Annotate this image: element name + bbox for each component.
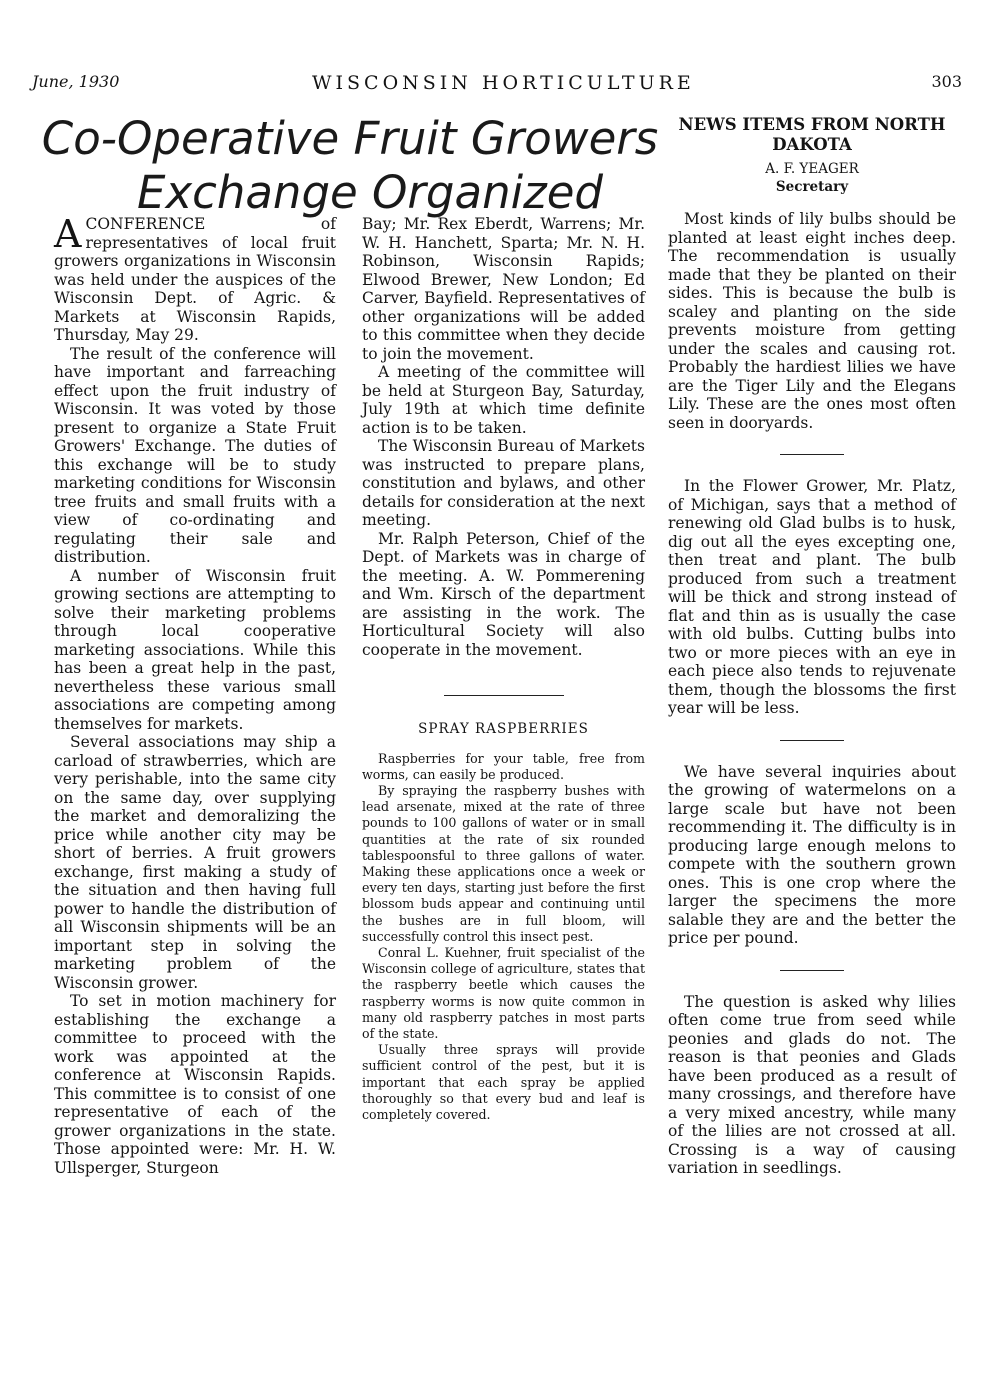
article-title-line-2: Exchange Organized — [137, 166, 603, 219]
article-paragraph: Several associations may ship a carload of strawberries, which are very perishable, into the same city on the same day, over supplying the market and demoralizing the price while another city may be short of berries. A fruit growers exchange, first making a study of the situation and then having full power to handle the distribution of all Wisconsin shipments will be an important step in solving the marketing problem of the Wisconsin grower. — [54, 733, 336, 992]
news-author: A. F. YEAGER — [765, 161, 859, 177]
article-column-1 — [54, 212, 336, 1177]
article-paragraph: Bay; Mr. Rex Eberdt, Warrens; Mr. W. H. Hanchett, Sparta; Mr. N. H. Robinson, Wisconsin Rapids; Elwood Brewer, New London; Ed Carver, Bayfield. Representatives of other organizations will be added to this committee when they decide to join the movement. — [362, 215, 645, 363]
drop-cap: A — [54, 212, 82, 256]
news-column — [668, 210, 956, 1178]
article-title-line-1: Co-Operative Fruit Growers — [41, 112, 659, 165]
article-paragraph-text: CONFERENCE of representatives of local fruit growers organizations in Wisconsin was held under the auspices of the Wisconsin Dept. of Agric. & Markets at Wisconsin Rapids, Thursday, May 29. — [54, 215, 336, 344]
spray-paragraph: Conral L. Kuehner, fruit specialist of the Wisconsin college of agriculture, states that the raspberry beetle which causes the raspberry worms is now quite common in many old raspberry patches in most parts of the state. — [362, 944, 645, 1041]
article-title — [40, 112, 660, 220]
article-paragraph: The result of the conference will have important and farreaching effect upon the fruit industry of Wisconsin. It was voted by those present to organize a State Fruit Growers' Exchange. The duties of this exchange will be to study marketing conditions for Wisconsin tree fruits and small fruits with a view of co-ordinating and regulating their sale and distribution. — [54, 344, 336, 566]
article-column-2 — [362, 215, 645, 1123]
spray-paragraph: Raspberries for your table, free from worms, can easily be produced. — [362, 750, 645, 782]
section-divider — [780, 740, 844, 741]
article-paragraph: The Wisconsin Bureau of Markets was instructed to prepare plans, constitution and bylaws, and other details for consideration at the next meeting. — [362, 437, 645, 529]
spray-section-title: SPRAY RASPBERRIES — [418, 721, 589, 737]
spray-section-body — [362, 751, 645, 1124]
news-item: The question is asked why lilies often come true from seed while peonies and glads do not. The reason is that peonies and Glads have been produced as a result of many crossings, and therefore have a very mixed ancestry, while many of the lilies are not crossed at all. Crossing is a way of causing variation in seedlings. — [668, 992, 956, 1177]
news-section-title: NEWS ITEMS FROM NORTH DAKOTA — [678, 115, 946, 154]
article-paragraph: A meeting of the committee will be held at Sturgeon Bay, Saturday, July 19th at which time definite action is to be taken. — [362, 363, 645, 437]
news-author-role: Secretary — [775, 179, 849, 195]
spray-paragraph: Usually three sprays will provide sufficient control of the pest, but it is important that each spray be applied thoroughly so that every bud and leaf is completely covered. — [362, 1042, 645, 1122]
spray-paragraph: By spraying the raspberry bushes with lead arsenate, mixed at the rate of three pounds to 100 gallons of water or in small quantities at the rate of six rounded tablespoonsful to three gallons of water. Making these applications once a week or every ten days, starting just before the first blossom buds appear and continuing until the bushes are in full bloom, will successfully control this insect pest. — [362, 782, 645, 944]
article-paragraph: A number of Wisconsin fruit growing sections are attempting to solve their marketing problems through local cooperative marketing associations. While this has been a great help in the past, nevertheless these various small associations are competing among themselves for markets. — [54, 566, 336, 733]
article-paragraph: Mr. Ralph Peterson, Chief of the Dept. of Markets was in charge of the meeting. A. W. Pommerening and Wm. Kirsch of the department are assisting in the work. The Horticultural Society will also cooperate in the movement. — [362, 529, 645, 659]
news-header — [668, 115, 956, 195]
publication-title: WISCONSIN HORTICULTURE — [312, 72, 695, 94]
section-divider — [444, 695, 564, 696]
page-number: 303 — [931, 72, 962, 91]
news-item: In the Flower Grower, Mr. Platz, of Michigan, says that a method of renewing old Glad bulbs is to husk, dig out all the eyes excepting one, then treat and plant. The bulb produced from such a treatment will be thick and strong instead of flat and thin as is usually the case with old bulbs. Cutting bulbs into two or more pieces with an eye in each piece also tends to rejuvenate them, though the blossoms the first year will be less. — [668, 477, 956, 717]
issue-date: June, 1930 — [32, 72, 120, 91]
section-divider — [780, 454, 844, 455]
article-paragraph: To set in motion machinery for establishing the exchange a committee to proceed with the work was appointed at the conference at Wisconsin Rapids. This committee is to consist of one representative of each of the grower organizations in the state. Those appointed were: Mr. H. W. Ullsperger, Sturgeon — [54, 992, 336, 1177]
section-divider — [780, 970, 844, 971]
news-item: We have several inquiries about the growing of watermelons on a large scale but have not been recommending it. The difficulty is in producing large enough melons to compete with the southern grown ones. This is one crop where the larger the specimens the more salable they are and the better the price per pound. — [668, 762, 956, 947]
article-paragraph — [54, 212, 336, 345]
page-header — [32, 72, 962, 96]
news-item: Most kinds of lily bulbs should be planted at least eight inches deep. The recommendation is usually made that they be planted on their sides. This is because the bulb is scaley and planting on the side prevents moisture from getting under the scales and causing rot. Probably the hardiest lilies we have are the Tiger Lily and the Elegans Lily. These are the ones most often seen in dooryards. — [668, 210, 956, 432]
